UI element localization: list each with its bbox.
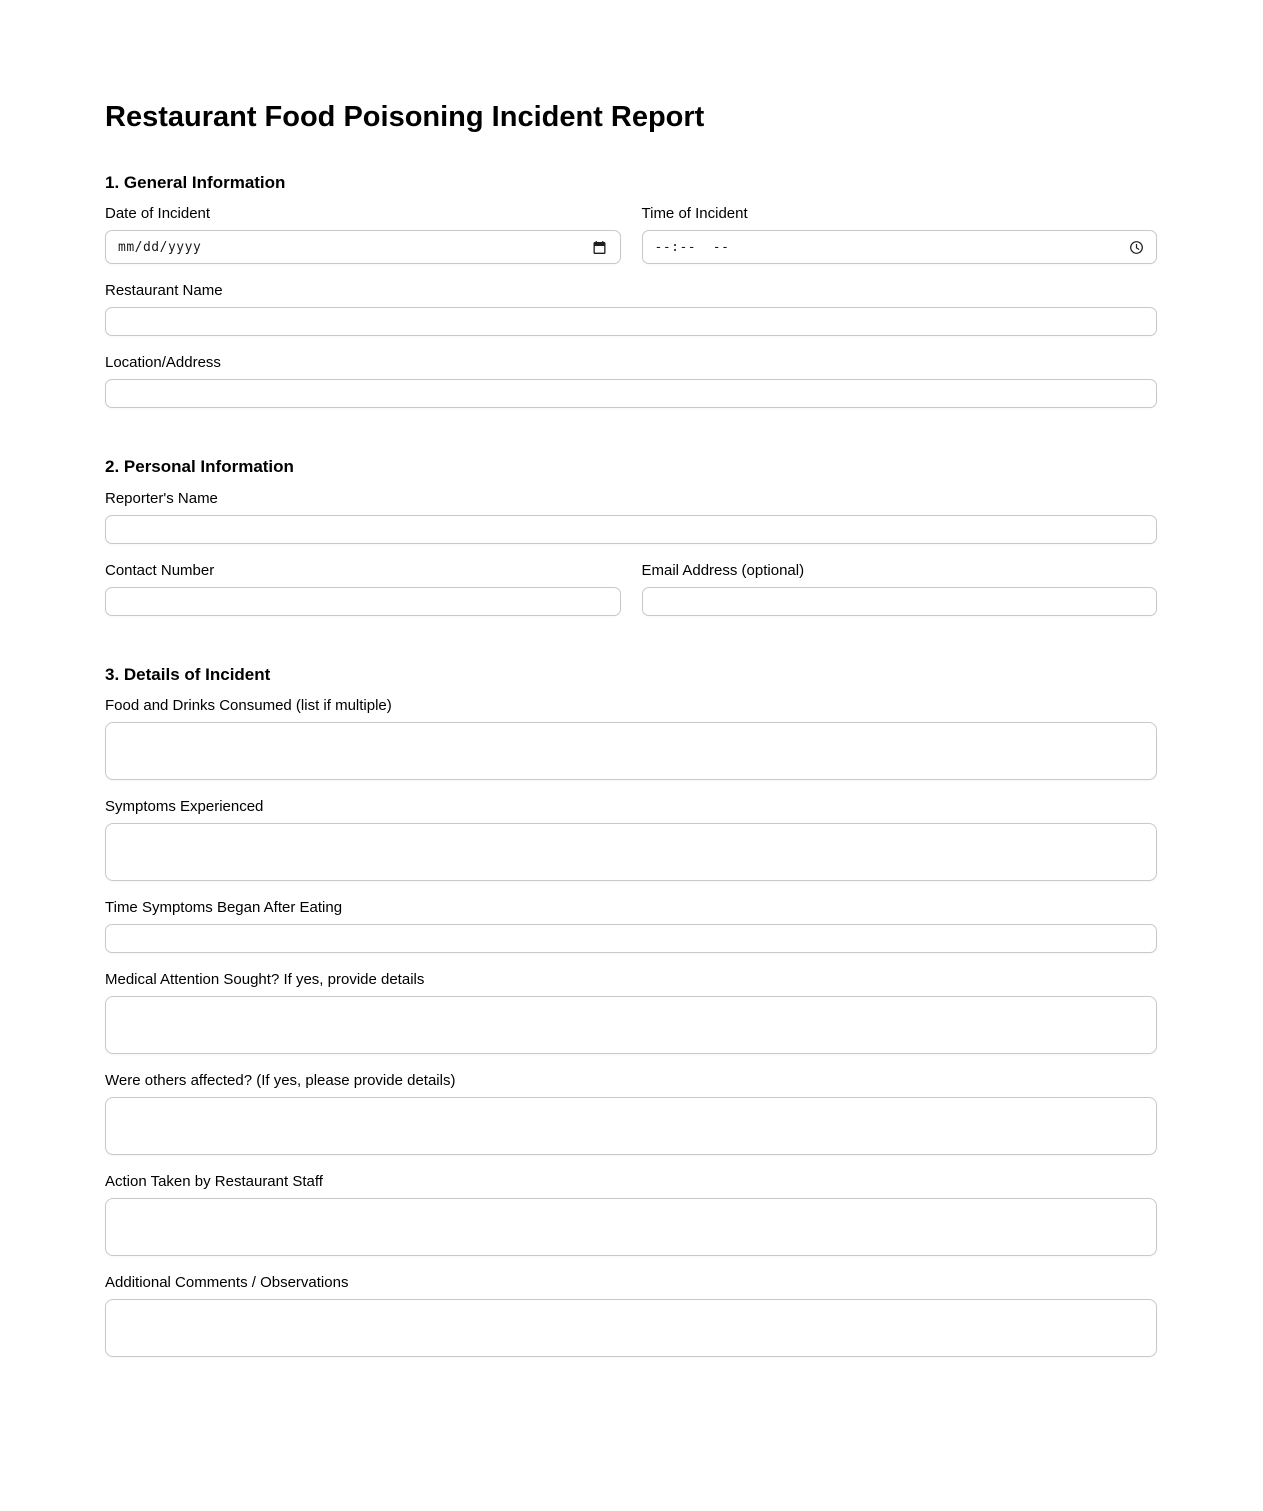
time-of-incident-label: Time of Incident (641, 205, 748, 223)
restaurant-name-input[interactable] (105, 307, 1157, 336)
time-symptoms-began-label: Time Symptoms Began After Eating (105, 898, 343, 916)
field-time-of-incident (642, 205, 1158, 264)
contact-number-label: Contact Number (105, 561, 215, 579)
field-medical-attention (105, 971, 1157, 1054)
symptoms-experienced-label: Symptoms Experienced (105, 797, 264, 815)
field-additional-comments (105, 1274, 1157, 1357)
clock-icon[interactable] (1128, 239, 1144, 255)
food-drinks-consumed-textarea[interactable] (105, 722, 1157, 780)
additional-comments-textarea[interactable] (105, 1299, 1157, 1357)
symptoms-experienced-textarea[interactable] (105, 823, 1157, 881)
restaurant-name-label: Restaurant Name (105, 282, 223, 300)
food-drinks-consumed-label: Food and Drinks Consumed (list if multiple) (105, 696, 392, 714)
email-address-label: Email Address (optional) (641, 561, 805, 579)
others-affected-textarea[interactable] (105, 1097, 1157, 1155)
section-general-information (105, 173, 1157, 408)
location-address-input[interactable] (105, 379, 1157, 408)
reporter-name-label: Reporter's Name (105, 489, 218, 507)
medical-attention-textarea[interactable] (105, 996, 1157, 1054)
section-heading-details: 3. Details of Incident (105, 664, 271, 684)
contact-number-input[interactable] (105, 587, 621, 616)
email-address-input[interactable] (642, 587, 1158, 616)
field-restaurant-name (105, 282, 1157, 336)
field-others-affected (105, 1072, 1157, 1155)
medical-attention-label: Medical Attention Sought? If yes, provide details (105, 970, 425, 988)
time-symptoms-began-input[interactable] (105, 924, 1157, 953)
date-of-incident-input[interactable] (105, 230, 621, 264)
section-heading-personal: 2. Personal Information (105, 457, 294, 477)
location-address-label: Location/Address (105, 354, 221, 372)
field-time-symptoms-began (105, 899, 1157, 953)
action-taken-label: Action Taken by Restaurant Staff (105, 1172, 323, 1190)
row-date-time (105, 205, 1157, 264)
page-title: Restaurant Food Poisoning Incident Report (105, 101, 705, 133)
field-symptoms-experienced (105, 798, 1157, 881)
others-affected-label: Were others affected? (If yes, please provide details) (105, 1071, 456, 1089)
section-personal-information (105, 457, 1157, 615)
time-placeholder-value: --:-- -- (654, 239, 730, 255)
time-of-incident-input[interactable] (642, 230, 1158, 264)
field-email-address (642, 562, 1158, 616)
action-taken-textarea[interactable] (105, 1198, 1157, 1256)
field-location-address (105, 354, 1157, 408)
field-reporter-name (105, 490, 1157, 544)
calendar-icon[interactable] (592, 239, 608, 255)
incident-report-form (105, 0, 1157, 1357)
date-of-incident-label: Date of Incident (105, 205, 211, 223)
section-details-of-incident (105, 665, 1157, 1357)
date-placeholder-value: mm/dd/yyyy (118, 239, 202, 255)
row-contact-email (105, 562, 1157, 616)
field-contact-number (105, 562, 621, 616)
additional-comments-label: Additional Comments / Observations (105, 1273, 349, 1291)
section-heading-general: 1. General Information (105, 172, 286, 192)
field-action-taken (105, 1173, 1157, 1256)
reporter-name-input[interactable] (105, 515, 1157, 544)
field-date-of-incident (105, 205, 621, 264)
field-food-drinks-consumed (105, 697, 1157, 780)
